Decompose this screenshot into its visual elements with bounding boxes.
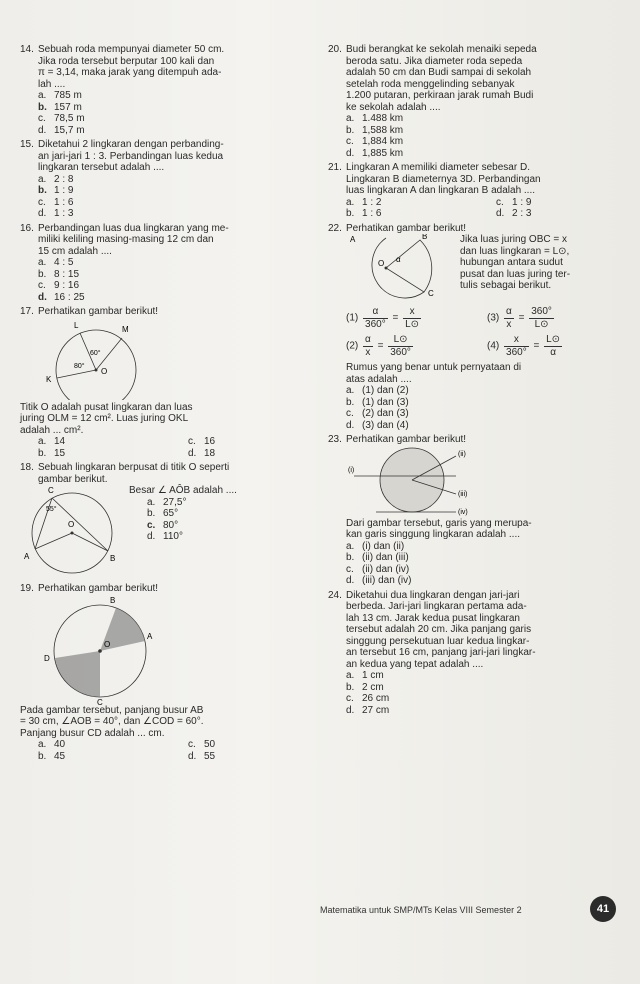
question-15: 15. Diketahui 2 lingkaran dengan perbanding- an jari-jari 1 : 3. Perbandingan luas kedua lingkaran tersebut adalah .... a. 2 : 8 b. 1 : 9 c. 1 : 6 d. 1 : 3 xyxy=(20,139,320,220)
option-c[interactable]: c. 80° xyxy=(147,519,179,531)
option-a[interactable]: a. 1 cm xyxy=(346,670,384,681)
option-b[interactable]: b. 1 : 9 xyxy=(38,185,74,196)
label-C: C xyxy=(48,486,54,495)
option-c[interactable]: c. 9 : 16 xyxy=(38,280,80,291)
option-b[interactable]: b. 1,588 km xyxy=(346,124,404,136)
figure-sector-OKLM xyxy=(34,318,144,400)
label-O: O xyxy=(101,366,108,376)
option-b[interactable]: b. 65° xyxy=(147,508,179,519)
center-point xyxy=(385,267,388,270)
sector-COD xyxy=(55,651,100,697)
label-M: M xyxy=(122,324,129,334)
angle-80: 80° xyxy=(74,362,85,370)
question-22: 22. Perhatikan gambar berikut! A B C O α Jika luas juring OBC = x dan luas lingkaran = L⊙, hubungan antara sudut pusat dan luas juring ter- tulis sebagai berikut. (1) $\frac{\alpha}{360^\circ}$ = $\frac{x}{L⊙}$ (3) $\frac{\alpha}{x}$ = $\frac{360^\circ}{L⊙}$ (2) $\frac{\alpha}{x}$ = $\frac{L⊙}{360^\circ}$ (4) $\frac{x}{360^\circ}$ = $\frac{L⊙}{\alpha}$ Rumus yang benar untuk pernyataan di atas adalah .... a. (1) dan (2) b. (1) dan (3) c. (2) dan (3) d. (3) dan (4) xyxy=(328,223,628,432)
label-B: B xyxy=(110,554,116,563)
option-c[interactable]: c. 50 xyxy=(188,739,216,750)
option-c[interactable]: c. 16 xyxy=(188,436,216,447)
right-column xyxy=(328,44,628,719)
label-ii: (ii) xyxy=(458,450,466,458)
question-21: 21. Lingkaran A memiliki diameter sebesar D. Lingkaran B diameternya 3D. Perbandingan luas lingkaran A dan lingkaran B adalah .... a. 1 : 2 c. 1 : 9 b. 1 : 6 d. 2 : 3 xyxy=(328,162,628,220)
question-20: 20. Budi berangkat ke sekolah menaiki sepeda beroda satu. Jika diameter roda sepeda adalah 50 cm dan Budi sampai di sekolah setelah roda menggelinding sebanyak 1.200 putaran, perkiraan jarak rumah Budi ke sekolah adalah .... a. 1.488 km b. 1,588 km c. 1,884 km d. 1,885 km xyxy=(328,44,628,159)
option-d[interactable]: d. 27 cm xyxy=(346,704,390,716)
option-c[interactable]: c. 1 : 6 xyxy=(38,196,74,208)
option-c[interactable]: c. 78,5 m xyxy=(38,113,85,124)
formula-row-1: (1) $\frac{\alpha}{360^\circ}$ = $\frac{x}{L⊙}$ (3) $\frac{\alpha}{x}$ = $\frac{360^\circ}{L⊙}$ xyxy=(346,306,552,330)
option-d[interactable]: d. (iii) dan (iv) xyxy=(346,575,412,586)
label-iv: (iv) xyxy=(458,508,468,516)
sector-BOC xyxy=(386,240,432,292)
center-point xyxy=(98,649,102,653)
question-number: 14. xyxy=(20,44,34,55)
option-a[interactable]: a. 785 m xyxy=(38,90,82,101)
formula-row-2: (2) $\frac{\alpha}{x}$ = $\frac{L⊙}{360^\circ}$ (4) $\frac{x}{360^\circ}$ = $\frac{L⊙}{\alpha}$ xyxy=(346,334,561,358)
option-a[interactable]: a. 14 xyxy=(38,436,66,447)
option-d[interactable]: d. 55 xyxy=(188,750,216,762)
circle xyxy=(56,330,136,400)
option-c[interactable]: c. (2) dan (3) xyxy=(346,408,409,419)
option-b[interactable]: b. 8 : 15 xyxy=(38,268,80,280)
label-B: B xyxy=(422,234,428,241)
label-A: A xyxy=(350,235,356,244)
question-17: 17. Perhatikan gambar berikut! L M K O 60° 80° Titik O adalah pusat lingkaran dan luas juring OLM = 12 cm². Luas juring OKL adalah ... cm². a. 14 c. 16 b. 15 d. 18 xyxy=(20,306,320,459)
label-D: D xyxy=(44,653,50,663)
angle-60: 60° xyxy=(90,349,101,357)
option-a[interactable]: a. (i) dan (ii) xyxy=(346,540,405,552)
option-d[interactable]: d. 16 : 25 xyxy=(38,291,85,303)
label-O: O xyxy=(378,259,385,268)
label-B: B xyxy=(110,595,116,605)
figure-two-sectors xyxy=(38,595,178,705)
option-a[interactable]: a. 1.488 km xyxy=(346,113,404,124)
label-alpha: α xyxy=(396,255,401,264)
figure-inscribed-angle xyxy=(20,485,125,580)
figure-tangent-lines xyxy=(346,446,496,518)
option-c[interactable]: c. 1,884 km xyxy=(346,136,404,147)
chord-CB xyxy=(52,498,108,551)
left-column xyxy=(20,44,320,765)
option-d[interactable]: d. (3) dan (4) xyxy=(346,419,409,431)
question-24: 24. Diketahui dua lingkaran dengan jari-jari berbeda. Jari-jari lingkaran pertama ada- lah 13 cm. Jarak kedua pusat lingkaran tersebut adalah 20 cm. Jika panjang garis singgung persekutuan luar kedua lingkar- an tersebut 16 cm, panjang jari-jari lingkar- an kedua yang tepat adalah .... a. 1 cm b. 2 cm c. 26 cm d. 27 cm xyxy=(328,590,628,717)
option-a[interactable]: a. 27,5° xyxy=(147,496,187,508)
footer-text: Matematika untuk SMP/MTs Kelas VIII Semester 2 xyxy=(320,905,522,915)
option-a[interactable]: a. 2 : 8 xyxy=(38,173,74,185)
page-number: 41 xyxy=(590,896,616,922)
label-O: O xyxy=(68,520,75,529)
center-point xyxy=(95,368,98,371)
radius-OK xyxy=(57,370,96,378)
label-K: K xyxy=(46,374,52,384)
question-23: 23. Perhatikan gambar berikut! (ii) (i) (iii) (iv) Dari gambar tersebut, garis yang merupa- kan garis singgung lingkaran adalah .... a. (i) dan (ii) b. (ii) dan (iii) c. (ii) dan (iv) d. (iii) dan (iv) xyxy=(328,434,628,587)
option-b[interactable]: b. 15 xyxy=(38,447,66,459)
label-i: (i) xyxy=(348,466,355,474)
option-a[interactable]: a. 1 : 2 xyxy=(346,196,382,208)
option-a[interactable]: a. 40 xyxy=(38,739,66,750)
option-a[interactable]: a. 4 : 5 xyxy=(38,257,74,268)
option-b[interactable]: b. 157 m xyxy=(38,101,82,113)
option-d[interactable]: d. 2 : 3 xyxy=(496,208,532,219)
option-c[interactable]: c. 26 cm xyxy=(346,693,390,704)
option-d[interactable]: d. 1,885 km xyxy=(346,147,404,159)
circle-arc xyxy=(372,238,424,298)
label-A: A xyxy=(147,631,153,641)
label-O: O xyxy=(104,639,111,649)
label-iii: (iii) xyxy=(458,490,468,498)
radius-OA xyxy=(35,533,72,549)
question-19: 19. Perhatikan gambar berikut! B A D C O Pada gambar tersebut, panjang busur AB = 30 cm, ∠AOB = 40°, dan ∠COD = 60°. Panjang busur CD adalah ... cm. a. 40 c. 50 b. 45 d. 55 xyxy=(20,583,320,762)
option-d[interactable]: d. 15,7 m xyxy=(38,124,85,136)
option-c[interactable]: c. (ii) dan (iv) xyxy=(346,563,410,575)
radius-OB xyxy=(72,533,108,551)
option-c[interactable]: c. 1 : 9 xyxy=(496,196,532,208)
label-C: C xyxy=(428,289,434,298)
question-14: 14. Sebuah roda mempunyai diameter 50 cm. Jika roda tersebut berputar 100 kali dan π = 3,14, maka jarak yang ditempuh ada- lah .... a. 785 m b. 157 m c. 78,5 m d. 15,7 m xyxy=(20,44,320,136)
question-18: 18. Sebuah lingkaran berpusat di titik O seperti gambar berikut. C O A B 55° Besar ∠ AÔB adalah .... a. 27,5° b. 65° c. 80° d. 110° xyxy=(20,462,320,580)
option-d[interactable]: d. 110° xyxy=(147,531,183,542)
figure-sector-OBC xyxy=(346,234,456,302)
question-16: 16. Perbandingan luas dua lingkaran yang me- miliki keliling masing-masing 12 cm dan 15 cm adalah .... a. 4 : 5 b. 8 : 15 c. 9 : 16 d. 16 : 25 xyxy=(20,223,320,304)
label-C: C xyxy=(97,697,103,705)
option-d[interactable]: d. 18 xyxy=(188,447,216,459)
option-b[interactable]: b. (1) dan (3) xyxy=(346,396,409,408)
option-a[interactable]: a. (1) dan (2) xyxy=(346,385,409,396)
option-b[interactable]: b. 2 cm xyxy=(346,681,384,693)
option-b[interactable]: b. 45 xyxy=(38,750,66,762)
label-L: L xyxy=(74,320,79,330)
option-d[interactable]: d. 1 : 3 xyxy=(38,208,74,219)
angle-55: 55° xyxy=(46,506,57,513)
center-point xyxy=(71,532,74,535)
label-A: A xyxy=(24,552,30,561)
option-b[interactable]: b. 1 : 6 xyxy=(346,208,382,219)
option-b[interactable]: b. (ii) dan (iii) xyxy=(346,552,409,563)
